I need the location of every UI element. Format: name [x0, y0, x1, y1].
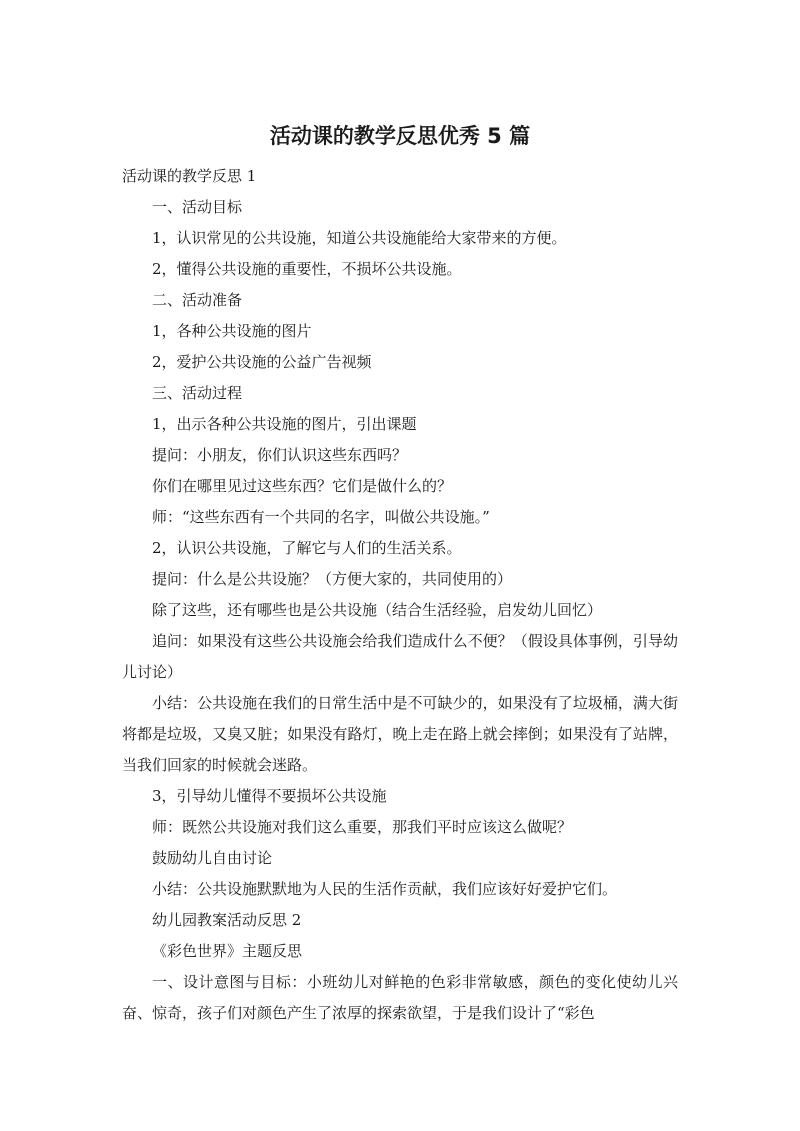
paragraph: 1，认识常见的公共设施，知道公共设施能给大家带来的方便。 — [152, 229, 567, 247]
paragraph: 除了这些，还有哪些也是公共设施（结合生活经验，启发幼儿回忆） — [152, 601, 603, 619]
paragraph: 1，各种公共设施的图片 — [152, 322, 312, 340]
document-title: 活动课的教学反思优秀 5 篇 — [269, 124, 531, 148]
paragraph: 你们在哪里见过这些东西？它们是做什么的？ — [152, 477, 453, 495]
paragraph: 一、活动目标 — [152, 198, 243, 216]
paragraph: 鼓励幼儿自由讨论 — [152, 849, 273, 867]
paragraph: 小结：公共设施在我们的日常生活中是不可缺少的，如果没有了垃圾桶，满大街将都是垃圾，又臭又脏；如果没有路灯，晚上走在路上就会摔倒；如果没有了站牌，当我们回家的时候就会迷路。 — [122, 694, 678, 774]
paragraph: 2，认识公共设施，了解它与人们的生活关系。 — [152, 539, 462, 557]
paragraph: 1，出示各种公共设施的图片，引出课题 — [152, 415, 417, 433]
paragraph: 《彩色世界》主题反思 — [152, 942, 303, 960]
paragraph: 一、设计意图与目标：小班幼儿对鲜艳的色彩非常敏感，颜色的变化使幼儿兴奋、惊奇，孩子们对颜色产生了浓厚的探索欲望，于是我们设计了“彩色 — [122, 973, 678, 1022]
paragraph: 提问：什么是公共设施？（方便大家的，共同使用的） — [152, 570, 513, 588]
paragraph: 2，懂得公共设施的重要性，不损坏公共设施。 — [152, 260, 462, 278]
paragraph: 师：既然公共设施对我们这么重要，那我们平时应该这么做呢？ — [152, 818, 573, 836]
paragraph: 2，爱护公共设施的公益广告视频 — [152, 353, 372, 371]
paragraph: 提问：小朋友，你们认识这些东西吗？ — [152, 446, 408, 464]
paragraph: 师：“这些东西有一个共同的名字，叫做公共设施。” — [152, 508, 490, 526]
paragraph: 3，引导幼儿懂得不要损坏公共设施 — [152, 787, 387, 805]
paragraph: 活动课的教学反思 1 — [122, 167, 257, 185]
paragraph: 追问：如果没有这些公共设施会给我们造成什么不便？（假设具体事例，引导幼儿讨论） — [122, 632, 678, 681]
paragraph: 三、活动过程 — [152, 384, 243, 402]
paragraph: 小结：公共设施默默地为人民的生活作贡献，我们应该好好爱护它们。 — [152, 880, 618, 898]
document-body — [122, 161, 678, 1029]
paragraph: 二、活动准备 — [152, 291, 243, 309]
paragraph: 幼儿园教案活动反思 2 — [152, 911, 302, 929]
